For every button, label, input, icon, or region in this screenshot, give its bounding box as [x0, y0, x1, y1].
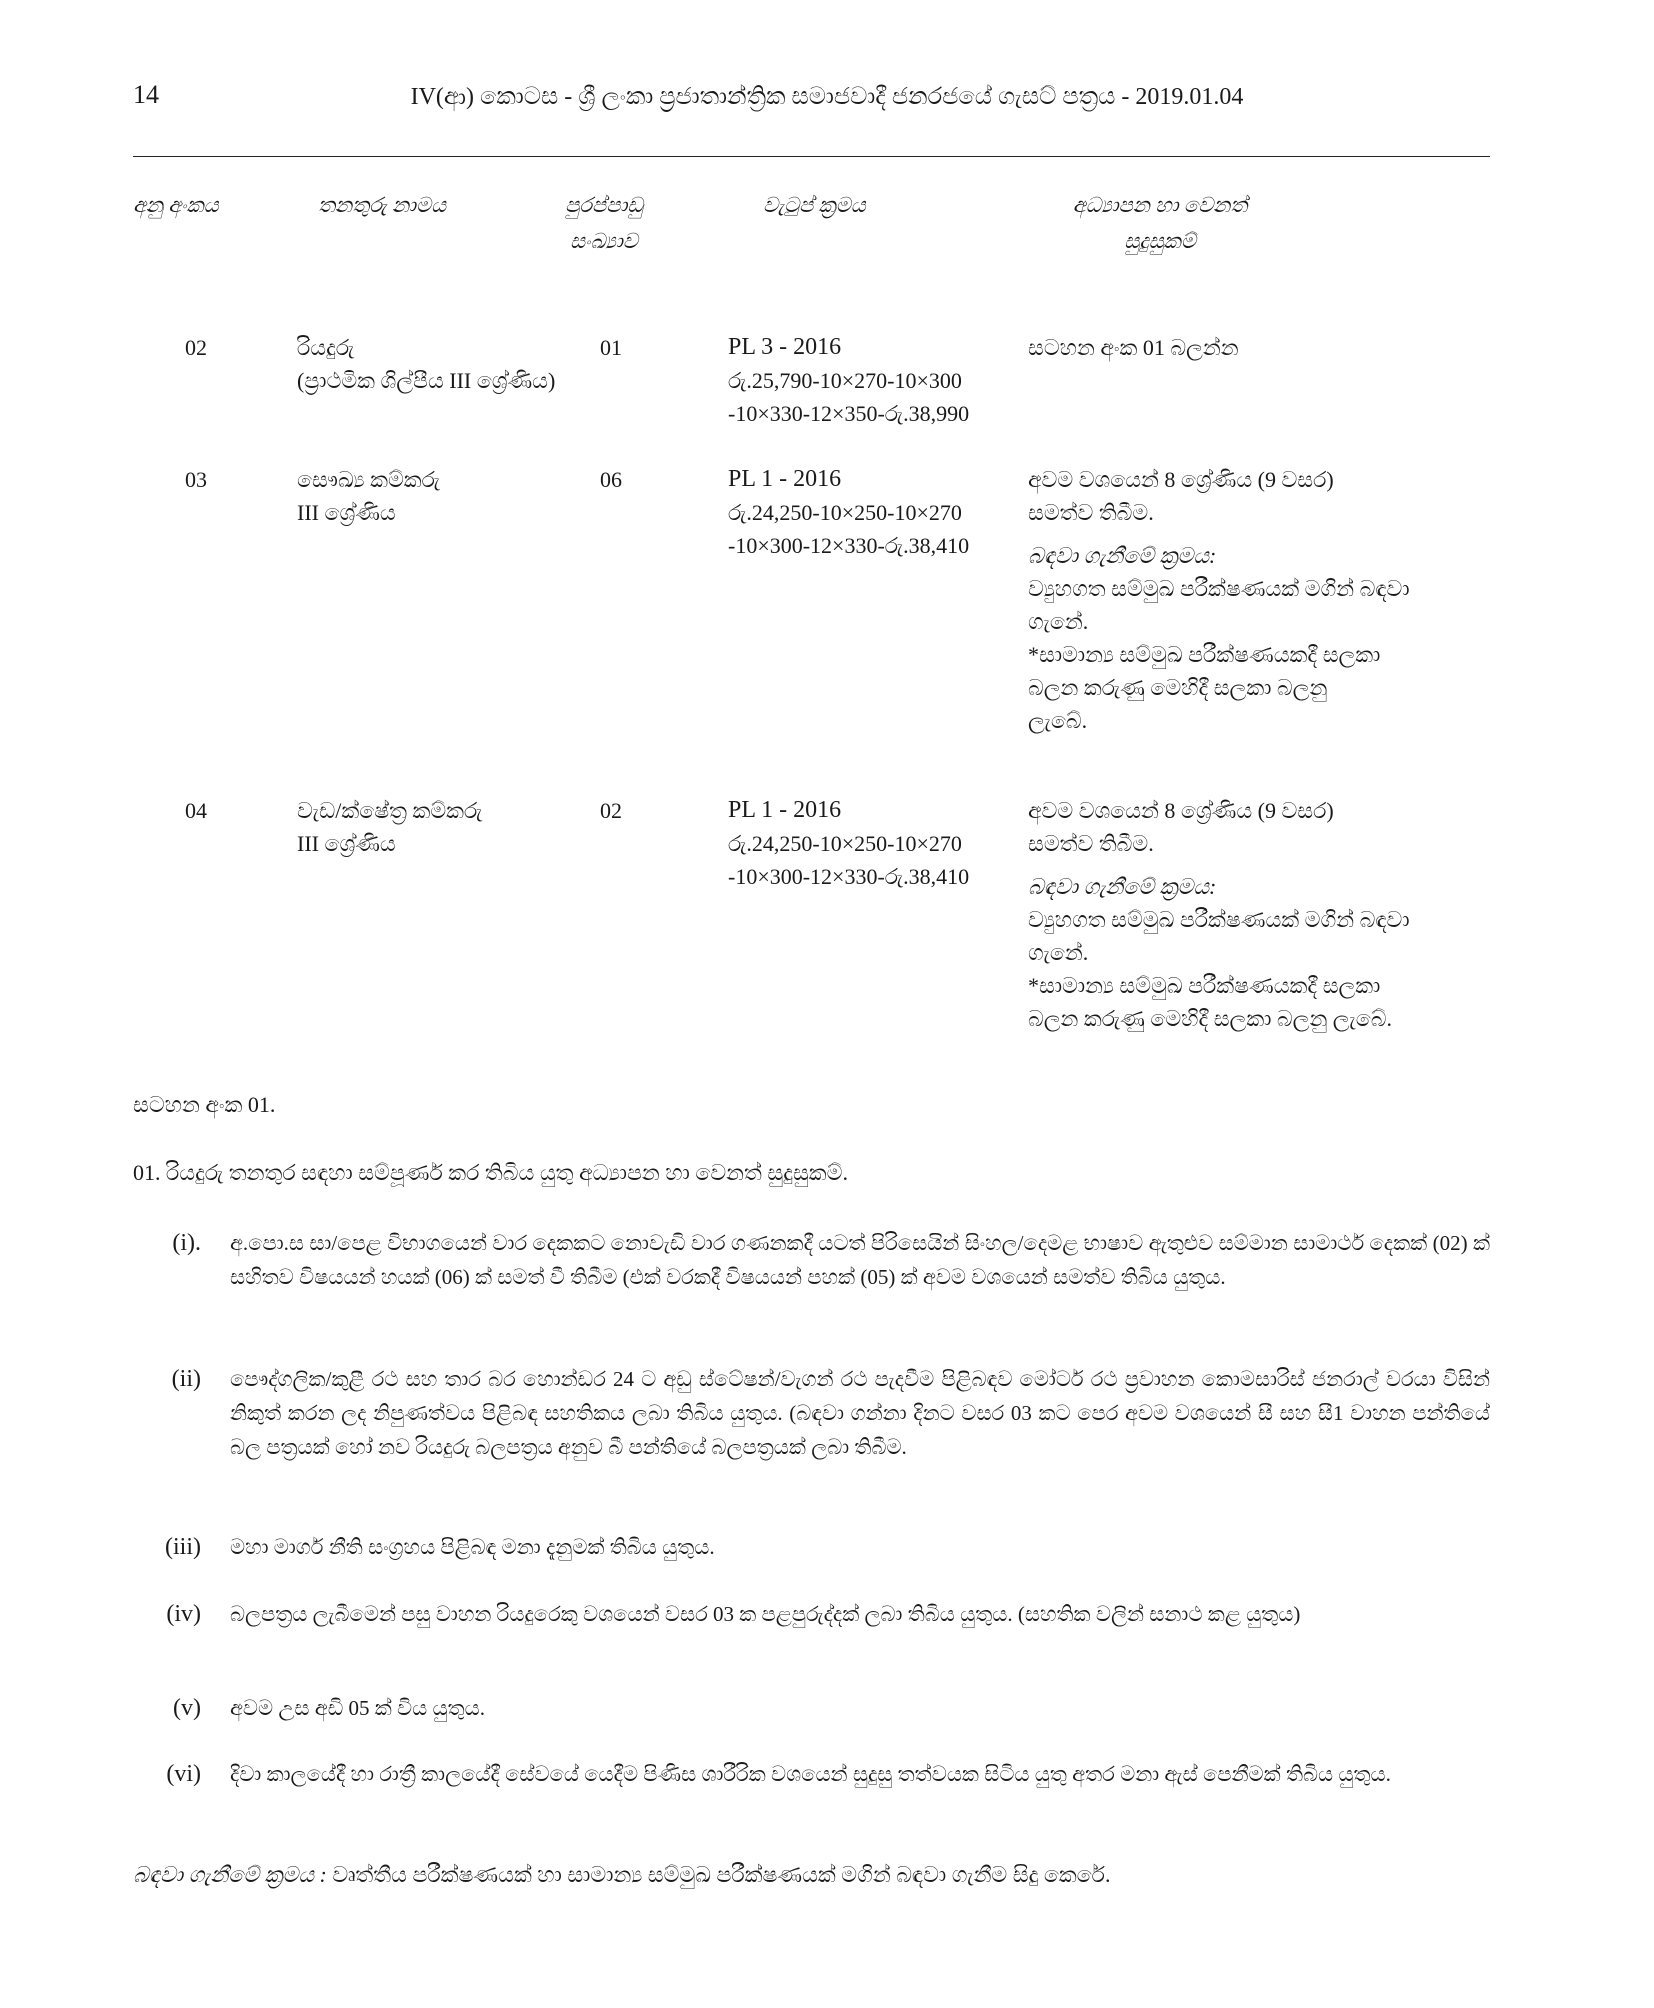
condition-text: දිවා කාලයේදී හා රාත්‍රී කාලයේදී සේවයේ යෙදීම පිණිස ශාරීරික වශයෙන් සුදුසු තත්වයක සිටිය යුතු අතර මනා ඇස් පෙනීමක් තිබිය යුතුය.	[230, 1762, 1391, 1786]
column-header-qualifications	[1040, 187, 1280, 259]
salary-line: -10×300-12×330-රු.38,410	[728, 533, 970, 558]
condition-number: (ii)	[171, 1366, 201, 1392]
note-title: සටහන අංක 01.	[133, 1092, 276, 1117]
post-line: III ශ්‍රේණිය	[297, 500, 396, 525]
serial-cell: 03	[185, 467, 207, 492]
column-header-line: පුරප්පාඩු	[565, 193, 643, 217]
recruitment-line: *සාමාන්‍ය සම්මුඛ පරීක්ෂණයකදී සලකා	[1028, 642, 1381, 667]
qualification-line: සමත්ව තිබීම.	[1028, 831, 1154, 856]
condition-number: (iv)	[166, 1601, 201, 1627]
condition-number: (iii)	[165, 1534, 201, 1560]
recruitment-line: *සාමාන්‍ය සම්මුඛ පරීක්ෂණයකදී සලකා	[1028, 973, 1381, 998]
salary-line: -10×330-12×350-රු.38,990	[728, 401, 970, 426]
note-heading: 01. රියදුරු තනතුර සඳහා සම්පූර්ණ කර තිබිය යුතු අධ්‍යාපන හා වෙනත් සුදුසුකම්.	[133, 1160, 848, 1185]
qualification-line: සටහන අංක 01 බලන්න	[1028, 335, 1239, 360]
post-cell	[297, 794, 482, 860]
condition-number: (v)	[173, 1695, 201, 1721]
running-head: IV(ආ) කොටස - ශ්‍රී ලංකා ප්‍රජාතාන්ත්‍රික සමාජවාදී ජනරජයේ ගැසට් පත්‍රය - 2019.01.04	[410, 84, 1244, 110]
salary-line: -10×300-12×330-රු.38,410	[728, 864, 970, 889]
column-header-line: තනතුරු නාමය	[318, 193, 447, 217]
condition-text: මහා මාර්ග නීති සංග්‍රහය පිළිබඳ මනා දැනුමක් තිබිය යුතුය.	[230, 1535, 715, 1559]
condition-text: බලපත්‍රය ලැබීමෙන් පසු වාහන රියදුරෙකු වශයෙන් වසර 03 ක පළපුරුද්දක් ලබා තිබිය යුතුය. (සහතික වලින් සනාථ කළ යුතුය)	[230, 1602, 1301, 1626]
column-header-line: සංඛ්‍යාව	[569, 229, 638, 253]
recruitment-line: ගැනේ.	[1028, 940, 1089, 965]
salary-cell	[728, 463, 969, 562]
condition-text: අ.පො.ස සා/පෙළ විභාගයෙන් වාර දෙකකට නොවැඩි වාර ගණනකදී යටත් පිරිසෙයින් සිංහල/දෙමළ භාෂාව ඇතුළුව සම්මාන සාමාර්ථ දෙකක් (02) ක් සහිතව විෂයයන් හයක් (06) ක් සමත් වී තිබීම (එක් වරකදී විෂයයන් පහක් (05) ක් අවම වශයෙන් සමත්ව තිබිය යුතුය.	[230, 1231, 1490, 1289]
post-line: වැඩ/ක්ෂේත්‍ර කම්කරු	[297, 798, 483, 823]
column-header-line: අනු අංකය	[133, 193, 219, 217]
qualification-line: අවම වශයෙන් 8 ශ්‍රේණිය (9 වසර)	[1028, 467, 1334, 492]
salary-line: රු.25,790-10×270-10×300	[728, 368, 962, 393]
recruitment-method-text: වෘත්තීය පරීක්ෂණයක් හා සාමාන්‍ය සම්මුඛ පරීක්ෂණයක් මගින් බඳවා ගැනීම සිදු කෙරේ.	[332, 1862, 1111, 1887]
recruitment-line: ගැනේ.	[1028, 609, 1089, 634]
header-rule	[133, 156, 1490, 157]
recruitment-line: බලන කරුණු මෙහිදී සලකා බලනු	[1028, 675, 1328, 700]
salary-code: PL 1 - 2016	[728, 466, 842, 492]
page-number: 14	[133, 80, 159, 109]
post-line: රියදුරු	[297, 335, 355, 360]
condition-text: අවම උස අඩි 05 ක් විය යුතුය.	[230, 1696, 486, 1720]
salary-code: PL 1 - 2016	[728, 797, 842, 823]
recruitment-line: ව්‍යුහගත සම්මුඛ පරීක්ෂණයක් මගින් බඳවා	[1028, 576, 1410, 601]
qualifications-cell	[1028, 463, 1488, 737]
column-header-salary	[763, 187, 866, 223]
qualifications-cell	[1028, 331, 1488, 364]
qualifications-cell	[1028, 794, 1488, 1035]
salary-cell	[728, 331, 969, 430]
serial-cell: 02	[185, 335, 207, 360]
vacancies-cell: 01	[600, 335, 622, 360]
salary-line: රු.24,250-10×250-10×270	[728, 500, 962, 525]
recruitment-heading: බඳවා ගැනීමේ ක්‍රමය:	[1028, 543, 1217, 568]
post-line: III ශ්‍රේණිය	[297, 831, 396, 856]
condition-text: පෞද්ගලික/කුළී රථ සහ තාර බර හොන්ඩර 24 ට අඩු ස්ටේෂන්/වැගන් රථ පැදවීම පිළිබඳව මෝටර් රථ ප්‍රවාහන කොමසාරිස් ජනරාල් වරයා විසින් නිකුත් කරන ලද නිපුණත්වය පිළිබඳ සහතිකය ලබා තිබිය යුතුය. (බඳවා ගන්නා දිනට වසර 03 කට පෙර අවම වශයෙන් සී සහ සී1 වාහන පන්තියේ බල පත්‍රයක් හෝ නව රියදුරු බලපත්‍රය අනුව බී පන්තියේ බලපත්‍රයක් ලබා තිබීම.	[230, 1367, 1490, 1459]
condition-number: (vi)	[166, 1761, 201, 1787]
post-cell	[297, 463, 440, 529]
recruitment-method-label: බඳවා ගැනීමේ ක්‍රමය :	[133, 1862, 327, 1887]
salary-cell	[728, 794, 969, 893]
salary-line: රු.24,250-10×250-10×270	[728, 831, 962, 856]
serial-cell: 04	[185, 798, 207, 823]
recruitment-heading: බඳවා ගැනීමේ ක්‍රමය:	[1028, 874, 1217, 899]
post-line: (ප්‍රාථමික ශිල්පීය III ශ්‍රේණිය)	[297, 368, 556, 393]
column-header-line: සුදුසුකම්	[1124, 229, 1196, 253]
vacancies-cell: 02	[600, 798, 622, 823]
condition-number: (i).	[172, 1230, 201, 1256]
column-header-serial	[133, 187, 219, 223]
recruitment-method	[133, 1858, 1490, 1892]
post-cell	[297, 331, 555, 397]
column-header-vacancies	[565, 187, 643, 259]
post-line: සෞඛ්‍ය කම්කරු	[297, 467, 441, 492]
recruitment-line: බලන කරුණු මෙහිදී සලකා බලනු ලැබේ.	[1028, 1006, 1392, 1031]
recruitment-line: ලැබේ.	[1028, 708, 1088, 733]
qualification-line: සමත්ව තිබීම.	[1028, 500, 1154, 525]
salary-code: PL 3 - 2016	[728, 334, 842, 360]
column-header-line: වැටුප් ක්‍රමය	[763, 193, 866, 217]
column-header-post	[318, 187, 446, 223]
column-header-line: අධ්‍යාපන හා වෙනත්	[1072, 193, 1248, 217]
qualification-line: අවම වශයෙන් 8 ශ්‍රේණිය (9 වසර)	[1028, 798, 1334, 823]
recruitment-line: ව්‍යුහගත සම්මුඛ පරීක්ෂණයක් මගින් බඳවා	[1028, 907, 1410, 932]
vacancies-cell: 06	[600, 467, 622, 492]
